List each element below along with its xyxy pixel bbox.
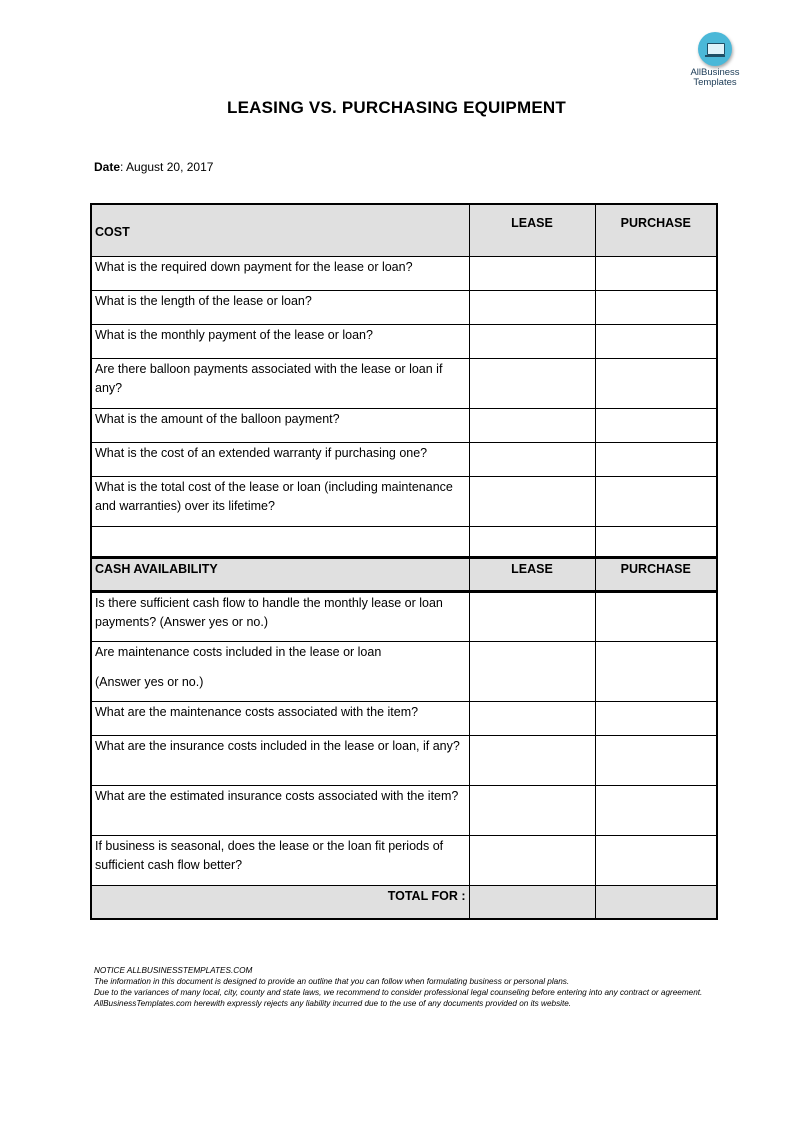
page-title: LEASING VS. PURCHASING EQUIPMENT (227, 98, 566, 117)
laptop-icon (698, 32, 732, 66)
question-cell: What is the monthly payment of the lease or loan? (91, 324, 469, 358)
purchase-cell[interactable] (595, 641, 717, 701)
lease-cell[interactable] (469, 324, 595, 358)
lease-cell[interactable] (469, 526, 595, 557)
question-cell: Is there sufficient cash flow to handle the monthly lease or loan payments? (Answer yes or no.) (91, 591, 469, 641)
purchase-cell[interactable] (595, 785, 717, 835)
table-row (91, 641, 717, 701)
notice-heading: NOTICE ALLBUSINESSTEMPLATES.COM (94, 966, 253, 975)
question-cell: What are the insurance costs included in the lease or loan, if any? (91, 735, 469, 785)
lease-cell[interactable] (469, 641, 595, 701)
purchase-cell[interactable] (595, 835, 717, 885)
question-subtext: (Answer yes or no.) (95, 674, 204, 689)
table-row (91, 324, 717, 358)
cash-header-row (91, 557, 717, 591)
table-row (91, 591, 717, 641)
lease-cell[interactable] (469, 701, 595, 735)
cost-header-row (91, 204, 717, 256)
blank-row (91, 526, 717, 557)
lease-cell[interactable] (469, 785, 595, 835)
purchase-header: PURCHASE (595, 204, 717, 256)
table-row (91, 408, 717, 442)
table-row (91, 701, 717, 735)
total-row (91, 885, 717, 919)
purchase-cell[interactable] (595, 324, 717, 358)
cash-header: CASH AVAILABILITY (91, 557, 469, 591)
purchase-cell[interactable] (595, 591, 717, 641)
question-cell: What are the estimated insurance costs associated with the item? (91, 785, 469, 835)
purchase-header: PURCHASE (595, 557, 717, 591)
purchase-cell[interactable] (595, 442, 717, 476)
lease-cell[interactable] (469, 442, 595, 476)
cost-header: COST (91, 204, 469, 256)
logo-text: AllBusiness Templates (690, 67, 740, 88)
purchase-cell[interactable] (595, 290, 717, 324)
lease-cell[interactable] (469, 735, 595, 785)
table-row (91, 256, 717, 290)
purchase-cell[interactable] (595, 256, 717, 290)
lease-header: LEASE (469, 557, 595, 591)
lease-cell[interactable] (469, 408, 595, 442)
question-cell: What is the required down payment for the lease or loan? (91, 256, 469, 290)
purchase-cell[interactable] (595, 735, 717, 785)
question-cell: If business is seasonal, does the lease or the loan fit periods of sufficient cash flow better? (91, 835, 469, 885)
date-line (94, 160, 213, 174)
question-text: Are maintenance costs included in the lease or loan (95, 644, 382, 659)
lease-cell[interactable] (469, 290, 595, 324)
comparison-table (90, 203, 718, 920)
table-row (91, 290, 717, 324)
purchase-total-cell[interactable] (595, 885, 717, 919)
lease-cell[interactable] (469, 476, 595, 526)
date-label: Date (94, 160, 121, 174)
lease-cell[interactable] (469, 591, 595, 641)
lease-header: LEASE (469, 204, 595, 256)
purchase-cell[interactable] (595, 526, 717, 557)
blank-cell (91, 526, 469, 557)
lease-cell[interactable] (469, 358, 595, 408)
table-row (91, 476, 717, 526)
table-row (91, 735, 717, 785)
question-cell: What is the length of the lease or loan? (91, 290, 469, 324)
date-value: : August 20, 2017 (120, 160, 214, 174)
total-label: TOTAL FOR : (91, 885, 469, 919)
purchase-cell[interactable] (595, 408, 717, 442)
table-row (91, 358, 717, 408)
question-cell: What are the maintenance costs associated with the item? (91, 701, 469, 735)
brand-logo (684, 32, 746, 88)
purchase-cell[interactable] (595, 701, 717, 735)
question-cell: What is the total cost of the lease or loan (including maintenance and warranties) over its lifetime? (91, 476, 469, 526)
lease-total-cell[interactable] (469, 885, 595, 919)
purchase-cell[interactable] (595, 476, 717, 526)
question-cell: Are there balloon payments associated with the lease or loan if any? (91, 358, 469, 408)
table-row (91, 442, 717, 476)
purchase-cell[interactable] (595, 358, 717, 408)
notice-line: Due to the variances of many local, city, county and state laws, we recommend to consider professional legal counseling before entering into any contract or agreement. AllBusinessTemplates.com herewith expressly rejects any liability incurred due to the use of any documents provided on its website. (94, 988, 703, 1008)
notice-line: The information in this document is designed to provide an outline that you can follow when formulating business or personal plans. (94, 977, 570, 986)
table-row (91, 785, 717, 835)
notice-block (94, 965, 704, 1009)
table-row (91, 835, 717, 885)
lease-cell[interactable] (469, 835, 595, 885)
lease-cell[interactable] (469, 256, 595, 290)
question-cell: What is the cost of an extended warranty if purchasing one? (91, 442, 469, 476)
question-cell (91, 641, 469, 701)
question-cell: What is the amount of the balloon payment? (91, 408, 469, 442)
